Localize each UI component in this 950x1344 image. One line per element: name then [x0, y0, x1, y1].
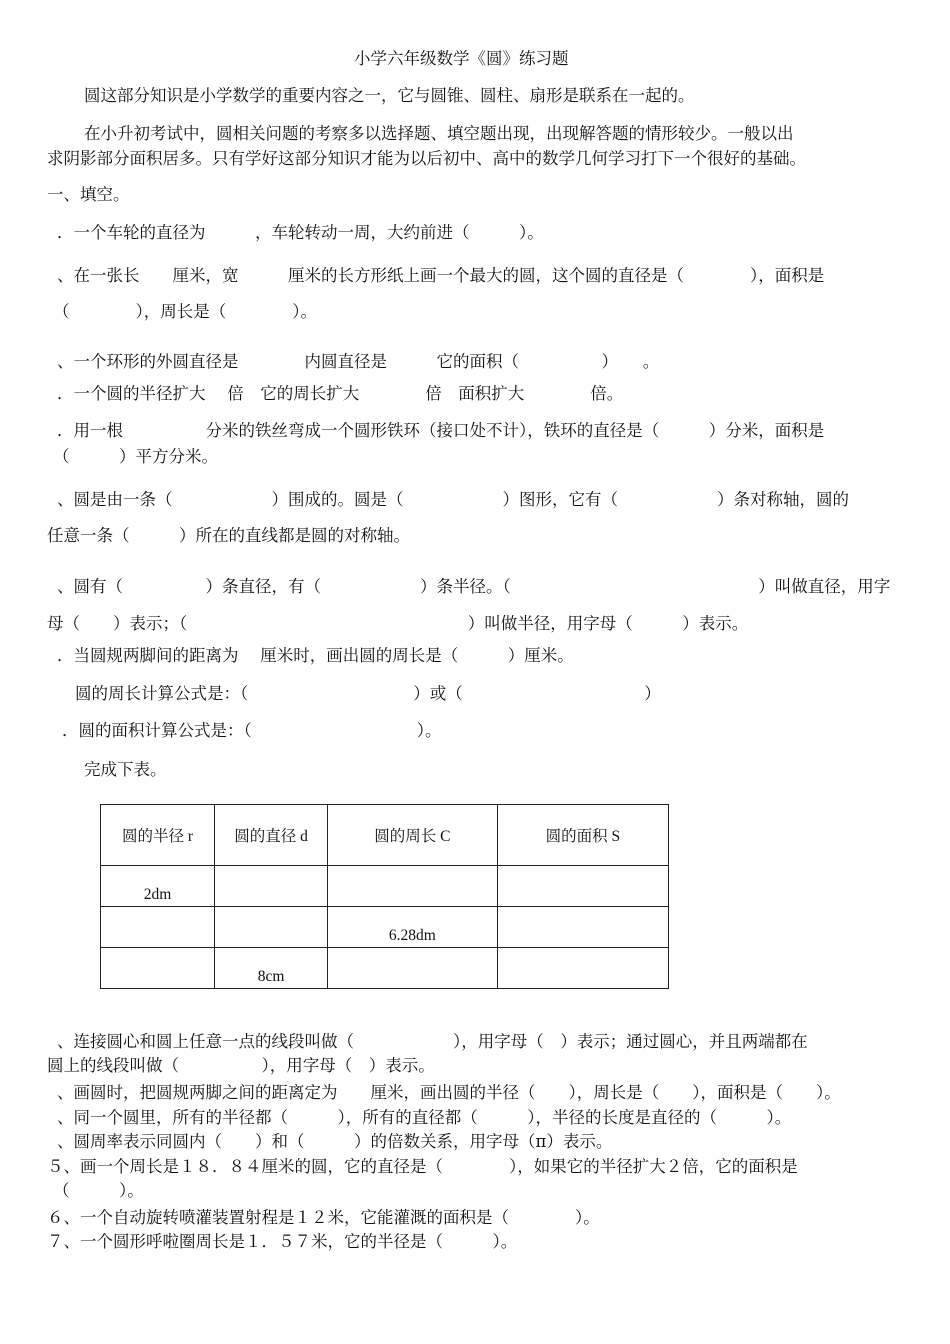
question-line: ６、一个自动旋转喷灌装置射程是１２米，它能灌溉的面积是（ ）。 — [47, 1208, 600, 1227]
table-header-row — [101, 805, 669, 866]
question-line: （ ），周长是（ ）。 — [53, 302, 317, 321]
question-line: 、连接圆心和圆上任意一点的线段叫做（ ），用字母（ ）表示；通过圆心，并且两端都在 — [57, 1032, 808, 1051]
table-cell — [497, 948, 668, 989]
question-line: 圆上的线段叫做（ ），用字母（ ）表示。 — [47, 1056, 435, 1075]
table-header-cell: 圆的面积 S — [497, 805, 668, 866]
question-line: 、同一个圆里，所有的半径都（ ），所有的直径都（ ），半径的长度是直径的（ ）。 — [57, 1108, 792, 1127]
question-line: ．圆的面积计算公式是：（ ）。 — [62, 721, 442, 740]
question-line: ．当圆规两脚间的距离为 厘米时，画出圆的周长是（ ）厘米。 — [57, 646, 574, 665]
question-line: ．一个圆的半径扩大 倍 它的周长扩大 倍 面积扩大 倍。 — [57, 384, 624, 403]
table-header-cell: 圆的周长 C — [328, 805, 498, 866]
table-row — [101, 866, 669, 907]
table-cell: 2dm — [101, 866, 215, 907]
question-line: 完成下表。 — [84, 760, 167, 779]
intro-paragraph-2-line-2: 求阴影部分面积居多。只有学好这部分知识才能为以后初中、高中的数学几何学习打下一个很好的基础。 — [47, 149, 806, 168]
question-line: ．一个车轮的直径为 ，车轮转动一周，大约前进（ ）。 — [57, 223, 544, 242]
table-cell — [328, 866, 498, 907]
question-line: 、圆是由一条（ ）围成的。圆是（ ）图形，它有（ ）条对称轴，圆的 — [57, 490, 849, 509]
question-line: ７、一个圆形呼啦圈周长是１．５７米，它的半径是（ ）。 — [47, 1232, 518, 1251]
table-cell: 6.28dm — [328, 907, 498, 948]
table-cell — [497, 907, 668, 948]
table-header-cell: 圆的直径 d — [215, 805, 328, 866]
question-line: （ ）。 — [53, 1181, 144, 1200]
table-cell — [215, 907, 328, 948]
question-line: ５、画一个周长是１８．８４厘米的圆，它的直径是（ ），如果它的半径扩大２倍，它的面积是 — [47, 1157, 798, 1176]
table-cell — [215, 866, 328, 907]
intro-paragraph-2-line-1: 在小升初考试中，圆相关问题的考察多以选择题、填空题出现，出现解答题的情形较少。一般以出 — [84, 124, 794, 143]
section-heading: 一、填空。 — [47, 185, 130, 204]
question-line: 、圆周率表示同圆内（ ）和（ ）的倍数关系，用字母（π）表示。 — [57, 1132, 613, 1151]
question-line: 、在一张长 厘米，宽 厘米的长方形纸上画一个最大的圆，这个圆的直径是（ ），面积是 — [57, 266, 825, 285]
question-line: 母（ ）表示；（ ）叫做半径，用字母（ ）表示。 — [47, 614, 749, 633]
question-line: 、一个环形的外圆直径是 内圆直径是 它的面积（ ） 。 — [57, 352, 660, 371]
question-line: （ ）平方分米。 — [53, 447, 218, 466]
question-line: 圆的周长计算公式是：（ ）或（ ） — [75, 684, 661, 703]
table-cell — [101, 948, 215, 989]
table-cell — [328, 948, 498, 989]
table-cell — [101, 907, 215, 948]
question-line: 、圆有（ ）条直径，有（ ）条半径。（ ）叫做直径，用字 — [57, 577, 891, 596]
table-cell — [497, 866, 668, 907]
table-row — [101, 907, 669, 948]
circle-table — [100, 804, 669, 989]
question-line: ．用一根 分米的铁丝弯成一个圆形铁环（接口处不计），铁环的直径是（ ）分米，面积是 — [57, 421, 825, 440]
table-cell: 8cm — [215, 948, 328, 989]
intro-paragraph-1: 圆这部分知识是小学数学的重要内容之一，它与圆锥、圆柱、扇形是联系在一起的。 — [84, 86, 695, 105]
page-title: 小学六年级数学《圆》练习题 — [354, 49, 569, 68]
question-line: 任意一条（ ）所在的直线都是圆的对称轴。 — [47, 526, 410, 545]
table-row — [101, 948, 669, 989]
question-line: 、画圆时，把圆规两脚之间的距离定为 厘米，画出圆的半径（ ），周长是（ ），面积是（ ）。 — [57, 1083, 841, 1102]
table-header-cell: 圆的半径 r — [101, 805, 215, 866]
